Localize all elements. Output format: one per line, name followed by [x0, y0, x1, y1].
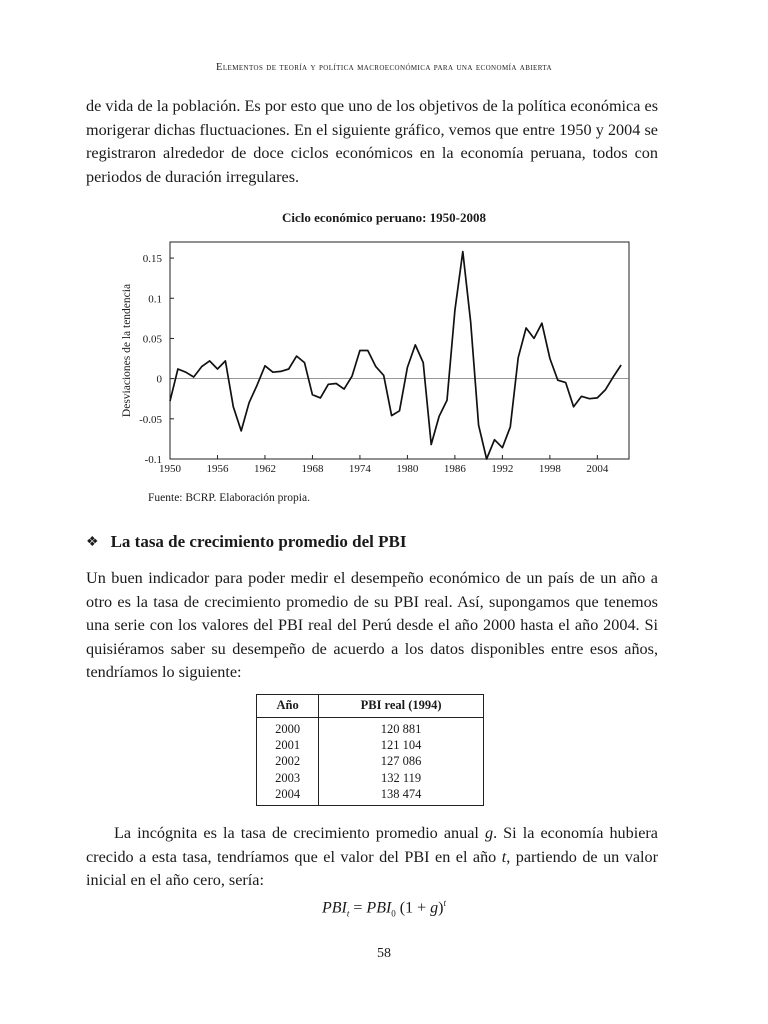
diamond-bullet-icon: ❖	[86, 534, 99, 550]
running-header: Elementos de teoría y política macroeconómica para una economía abierta	[216, 62, 552, 73]
y-tick-label: -0.05	[139, 413, 162, 426]
formula-close: )	[438, 899, 444, 917]
x-tick-label: 1998	[538, 463, 561, 475]
gdp-cell: 138 474	[319, 786, 484, 806]
year-cell: 2000	[275, 722, 301, 736]
y-tick-label: 0.05	[142, 333, 162, 346]
variable-t: t	[501, 847, 507, 866]
x-tick-label: 1980	[396, 463, 419, 475]
formula-rhs-var: PBI	[366, 899, 392, 917]
x-tick-label: 1962	[253, 463, 276, 475]
table-row	[257, 718, 484, 738]
y-tick-label: -0.1	[144, 454, 162, 466]
gdp-cell: 120 881	[319, 718, 484, 738]
column-header-year: Año	[257, 695, 319, 718]
column-header-gdp: PBI real (1994)	[319, 695, 484, 718]
table-row	[257, 770, 484, 786]
year-cell: 2003	[275, 770, 301, 785]
year-cell: 2001	[275, 738, 301, 753]
x-tick-label: 1974	[348, 463, 371, 475]
x-tick-label: 2004	[586, 463, 609, 475]
paragraph-text: . Si la economía hubiera crecido a esta tasa, tendríamos que el valor del PBI en el año	[86, 824, 658, 866]
year-cell: 2002	[275, 754, 301, 769]
formula-g: g	[430, 899, 439, 917]
variable-g: g	[484, 824, 494, 842]
y-axis-label: Desviaciones de la tendencia	[121, 283, 133, 418]
business-cycle-chart	[100, 238, 640, 482]
growth-formula	[0, 898, 768, 919]
section-heading-text: La tasa de crecimiento promedio del PBI	[110, 532, 407, 551]
y-tick-label: 0	[156, 373, 162, 386]
chart-title: Ciclo económico peruano: 1950-2008	[281, 210, 486, 225]
formula-lhs-var: PBI	[322, 899, 347, 917]
gdp-cell: 132 119	[319, 770, 484, 786]
x-tick-label: 1950	[159, 463, 181, 475]
paragraph-text: La incógnita es la tasa de crecimiento promedio anual	[114, 824, 485, 842]
page-number: 58	[377, 946, 391, 961]
gdp-cell: 121 104	[319, 737, 484, 753]
x-tick-label: 1986	[443, 463, 466, 475]
gdp-cell: 127 086	[319, 753, 484, 769]
table-row	[257, 786, 484, 806]
formula-equals: =	[349, 899, 367, 917]
formula-exponent: t	[443, 898, 446, 908]
table-row	[257, 753, 484, 769]
formula-lhs-sub: t	[346, 908, 350, 919]
table-header-row	[257, 695, 484, 718]
cycle-series-line	[170, 252, 621, 459]
section-heading	[86, 532, 406, 552]
y-tick-label: 0.1	[148, 293, 162, 306]
table-row	[257, 737, 484, 753]
year-cell: 2004	[275, 786, 301, 801]
y-tick-label: 0.15	[142, 253, 162, 266]
formula-rhs-open: (1 +	[395, 899, 431, 917]
x-tick-label: 1956	[206, 463, 229, 475]
gdp-table	[256, 694, 484, 806]
paragraph-text: , partiendo de un valor inicial en el año cero, sería:	[86, 847, 658, 889]
formula-rhs-sub: 0	[391, 908, 396, 919]
x-tick-label: 1968	[301, 463, 324, 475]
intro-paragraph: de vida de la población. Es por esto que uno de los objetivos de la política económica es morigerar dichas fluctuaciones. En el siguiente gráfico, vemos que entre 1950 y 2004 se registraron alrededor de doce ciclos económicos en la economía peruana, todos con periodos de duración irregulares.	[86, 97, 658, 186]
x-tick-label: 1992	[491, 463, 514, 475]
figure-source: Fuente: BCRP. Elaboración propia.	[148, 492, 310, 504]
growth-paragraph: Un buen indicador para poder medir el desempeño económico de un país de un año a otro es la tasa de crecimiento promedio de su PBI real. Así, supongamos que tenemos una serie con los valores del PBI real del Perú desde el año 2000 hasta el año 2004. Si quisiéramos saber su desempeño de acuerdo a los datos disponibles entre esos años, tendríamos lo siguiente:	[86, 569, 658, 681]
unknown-rate-paragraph	[86, 822, 658, 893]
